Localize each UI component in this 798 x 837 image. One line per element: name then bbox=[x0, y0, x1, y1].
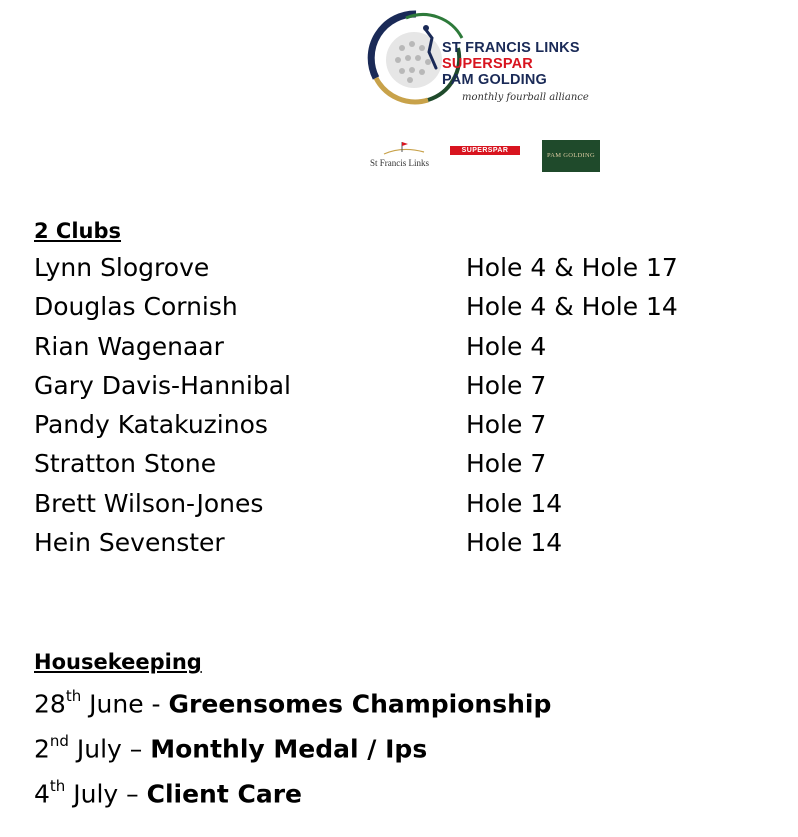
hole-value: Hole 7 bbox=[466, 410, 547, 440]
event-item bbox=[34, 679, 774, 724]
event-title: Client Care bbox=[146, 778, 303, 808]
hole-value: Hole 14 bbox=[466, 488, 563, 518]
pam-golding-name: PAM GOLDING bbox=[546, 152, 596, 159]
flag-icon bbox=[366, 140, 438, 158]
st-francis-links-name: St Francis Links bbox=[370, 158, 430, 168]
event-day: 2 bbox=[34, 734, 50, 764]
list-item bbox=[34, 327, 774, 366]
list-item bbox=[34, 523, 774, 562]
pam-golding-logo bbox=[542, 140, 600, 172]
player-name: Gary Davis-Hannibal bbox=[34, 370, 291, 400]
clubs-heading: 2 Clubs bbox=[34, 219, 122, 243]
logo-line-pam-golding: PAM GOLDING bbox=[442, 72, 548, 88]
list-item bbox=[34, 484, 774, 523]
list-item bbox=[34, 444, 774, 483]
logo-line-st-francis: ST FRANCIS LINKS bbox=[442, 40, 580, 56]
event-day-suffix: th bbox=[49, 776, 66, 795]
event-title: Greensomes Championship bbox=[168, 689, 552, 719]
event-day: 4 bbox=[34, 778, 50, 808]
list-item bbox=[34, 248, 774, 287]
hole-value: Hole 4 & Hole 17 bbox=[466, 253, 678, 282]
hole-value: Hole 7 bbox=[466, 449, 547, 479]
housekeeping-heading: Housekeeping bbox=[34, 650, 202, 675]
document-body bbox=[34, 216, 774, 813]
hole-value: Hole 7 bbox=[466, 370, 547, 400]
list-item bbox=[34, 405, 774, 444]
player-name: Rian Wagenaar bbox=[34, 331, 224, 361]
superspar-logo bbox=[450, 146, 522, 170]
player-name: Douglas Cornish bbox=[34, 292, 238, 322]
event-day-suffix: th bbox=[65, 687, 82, 706]
event-day-suffix: nd bbox=[49, 732, 69, 750]
sponsor-logos bbox=[366, 140, 606, 176]
superspar-name: SUPERSPAR bbox=[450, 146, 520, 155]
st-francis-links-logo bbox=[366, 140, 438, 172]
main-logo bbox=[366, 8, 606, 118]
list-item bbox=[34, 366, 774, 405]
housekeeping-list bbox=[34, 679, 774, 813]
event-month: June - bbox=[81, 689, 169, 719]
list-item bbox=[34, 287, 774, 326]
player-name: Brett Wilson-Jones bbox=[34, 488, 264, 518]
player-name: Lynn Slogrove bbox=[34, 253, 210, 282]
hole-value: Hole 14 bbox=[466, 528, 563, 558]
hole-value: Hole 4 bbox=[466, 331, 547, 361]
player-name: Hein Sevenster bbox=[34, 528, 225, 558]
player-name: Pandy Katakuzinos bbox=[34, 410, 268, 440]
clubs-list bbox=[34, 248, 774, 562]
hole-value: Hole 4 & Hole 14 bbox=[466, 292, 678, 322]
logo-tagline: monthly fourball alliance bbox=[462, 92, 589, 103]
player-name: Stratton Stone bbox=[34, 449, 217, 479]
event-title: Monthly Medal / Ips bbox=[150, 734, 428, 764]
event-day: 28 bbox=[34, 689, 66, 719]
event-month: July – bbox=[68, 734, 151, 764]
event-item bbox=[34, 724, 774, 769]
logo-line-superspar: SUPERSPAR bbox=[442, 56, 533, 72]
event-month: July – bbox=[65, 778, 147, 808]
event-item bbox=[34, 769, 774, 814]
